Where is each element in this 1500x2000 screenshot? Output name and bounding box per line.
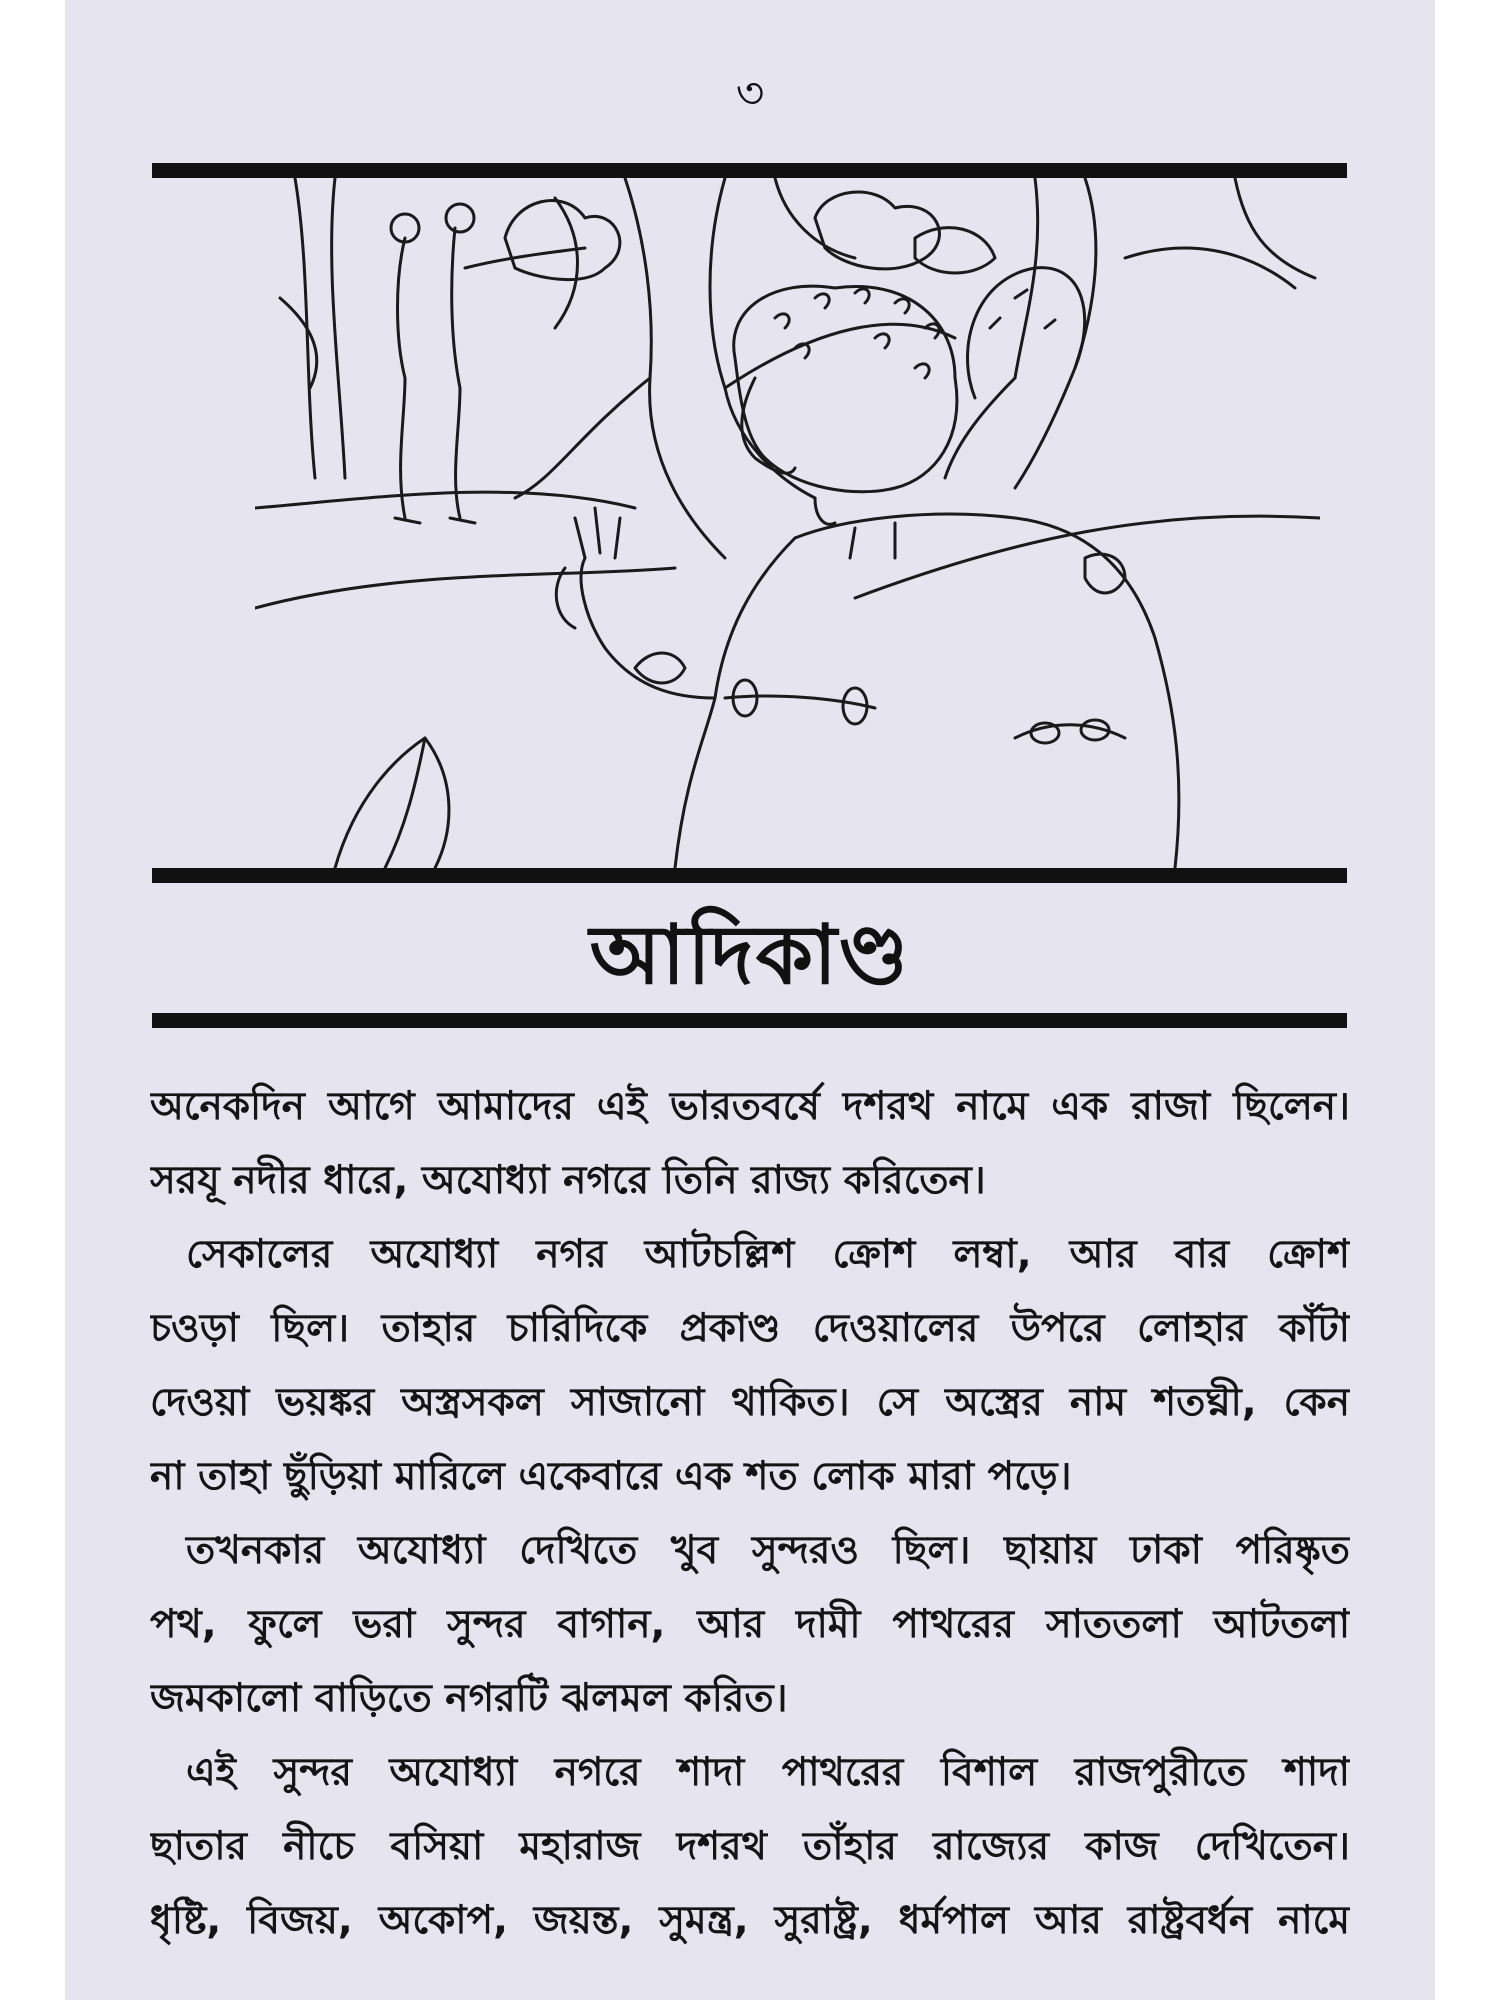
text-line: সরযূ নদীর ধারে, অযোধ্যা নগরে তিনি রাজ্য করিতেন। [150, 1158, 986, 1203]
paragraph-1 [150, 1070, 1350, 1218]
chapter-title: আদিকাণ্ড [589, 908, 911, 1003]
text-line: না তাহা ছুঁড়িয়া মারিলে একেবারে এক শত লোক মারা পড়ে। [150, 1454, 1072, 1499]
text-line: জমকালো বাড়িতে নগরটি ঝলমল করিত। [150, 1676, 788, 1721]
text-line: তখনকার অযোধ্যা দেখিতে খুব সুন্দরও ছিল। ছায়ায় ঢাকা পরিষ্কৃত [186, 1528, 1350, 1573]
text-line: অনেকদিন আগে আমাদের এই ভারতবর্ষে দশরথ নামে এক রাজা ছিলেন। [150, 1084, 1350, 1129]
text-line: পথ, ফুলে ভরা সুন্দর বাগান, আর দামী পাথরের সাততলা আটতলা [150, 1602, 1350, 1647]
title-bottom-rule [152, 1013, 1347, 1028]
text-line: দেওয়া ভয়ঙ্কর অস্ত্রসকল সাজানো থাকিত। সে অস্ত্রের নাম শতঘ্নী, কেন [150, 1380, 1350, 1425]
paragraph-3 [150, 1514, 1350, 1736]
top-rule [152, 163, 1347, 178]
text-line: এই সুন্দর অযোধ্যা নগরে শাদা পাথরের বিশাল রাজপুরীতে শাদা [186, 1750, 1350, 1795]
text-line: ছাতার নীচে বসিয়া মহারাজ দশরথ তাঁহার রাজ্যের কাজ দেখিতেন। [150, 1824, 1350, 1869]
book-page [65, 0, 1435, 2000]
text-line: চওড়া ছিল। তাহার চারিদিকে প্রকাণ্ড দেওয়ালের উপরে লোহার কাঁটা [150, 1306, 1350, 1351]
body-text [150, 1070, 1350, 1958]
page-number: ৩ [735, 68, 765, 119]
paragraph-4 [150, 1736, 1350, 1958]
ramayana-forest-scene-illustration [255, 178, 1320, 868]
text-line: ধৃষ্টি, বিজয়, অকোপ, জয়ন্ত, সুমন্ত্র, সুরাষ্ট্র, ধর্মপাল আর রাষ্ট্রবর্ধন নামে [150, 1898, 1350, 1943]
text-line: সেকালের অযোধ্যা নগর আটচল্লিশ ক্রোশ লম্বা, আর বার ক্রোশ [186, 1232, 1350, 1277]
paragraph-2 [150, 1218, 1350, 1514]
title-top-rule [152, 868, 1347, 883]
